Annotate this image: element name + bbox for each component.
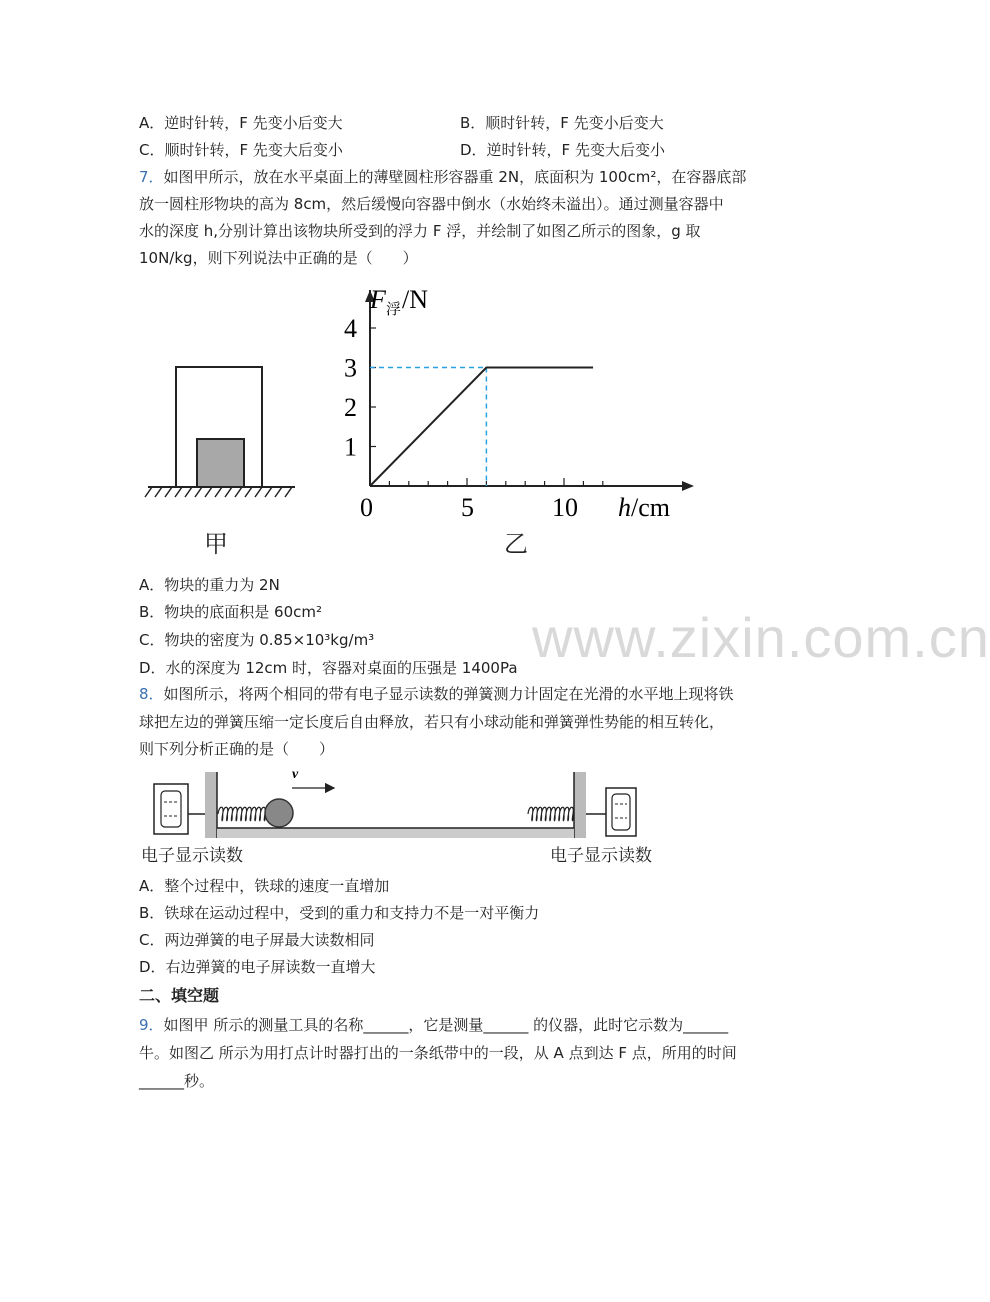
hatch-line [185,487,192,497]
q9-number: 9． [139,1016,164,1034]
chart-ticks [344,314,603,522]
x-tick-label: 5 [461,493,474,522]
floor [217,828,574,838]
chart-ylabel-sub: 浮 [386,302,402,318]
figure-yi-label: 乙 [504,530,528,558]
q6-option-d: D．逆时针转，F 先变大后变小 [460,141,665,159]
left-spring [218,807,265,821]
q7-option-a: A．物块的重力为 2N [139,576,280,594]
y-tick-label: 4 [344,314,357,343]
q6-option-a: A．逆时针转，F 先变小后变大 [139,114,343,132]
q7-stem-line3: 水的深度 h,分别计算出该物块所受到的浮力 F 浮，并绘制了如图乙所示的图象，g 取 [139,222,701,240]
y-tick-label: 3 [344,353,357,383]
q7-option-b: B．物块的底面积是 60cm² [139,603,323,621]
hatch-line [145,487,152,497]
hatch-line [255,487,262,497]
y-tick-label: 2 [344,393,357,422]
right-display-box [606,788,636,836]
hatch-line [225,487,232,497]
hatch-line [165,487,172,497]
hatch-line [245,487,252,497]
series-line [370,368,593,487]
chart-xlabel-var: h [618,493,631,522]
q7-number: 7． [139,168,164,186]
right-wall [574,772,586,838]
iron-ball [265,799,293,827]
x-tick-label: 10 [552,493,578,522]
q9-stem-line3: ______秒。 [139,1072,215,1090]
chart-axes [365,290,694,491]
hatch-line [235,487,242,497]
q9-stem-line2: 牛。如图乙 所示为用打点计时器打出的一条纸带中的一段，从 A 点到达 F 点，所用的时间 [139,1044,737,1062]
hatch-line [285,487,292,497]
q7-text-1: 如图甲所示，放在水平桌面上的薄壁圆柱形容器重 2N，底面积为 100cm²，在容器底部 [163,168,747,186]
figure-springs [150,762,650,844]
hatch-line [205,487,212,497]
q8-option-b: B．铁球在运动过程中，受到的重力和支持力不是一对平衡力 [139,904,540,922]
q8-stem-line1 [139,684,734,704]
right-display-label: 电子显示读数 [550,846,652,866]
q8-stem-line3: 则下列分析正确的是（ ） [139,740,335,758]
hatch-line [265,487,272,497]
q9-stem-line1 [139,1015,728,1035]
velocity-label: v [292,767,299,782]
q7-stem-line4: 10N/kg，则下列说法中正确的是（ ） [139,249,418,267]
left-display-label: 电子显示读数 [141,846,243,866]
left-wall [205,772,217,838]
q8-option-d: D．右边弹簧的电子屏读数一直增大 [139,958,376,976]
chart-series [370,368,593,487]
right-spring [528,807,573,821]
q6-option-c: C．顺时针转，F 先变大后变小 [139,141,343,159]
chart-ylabel-main: F [370,285,386,314]
hatch-line [155,487,162,497]
section-title: 二、填空题 [139,986,220,1005]
q8-option-c: C．两边弹簧的电子屏最大读数相同 [139,931,375,949]
q8-stem-line2: 球把左边的弹簧压缩一定长度后自由释放，若只有小球动能和弹簧弹性势能的相互转化， [139,713,725,731]
q7-option-c: C．物块的密度为 0.85×10³kg/m³ [139,631,375,649]
watermark: www.zixin.com.cn [532,606,990,669]
x-axis-arrow [682,481,694,491]
q9-text-1: 如图甲 所示的测量工具的名称______，它是测量______ 的仪器，此时它示数为______ [163,1016,729,1034]
q7-option-d: D．水的深度为 12cm 时，容器对桌面的压强是 1400Pa [139,659,518,677]
table-hatching [145,487,292,497]
q6-option-b: B．顺时针转，F 先变小后变大 [460,114,664,132]
figure-yi-chart [330,278,700,528]
block [197,439,244,487]
q8-number: 8． [139,685,164,703]
hatch-line [215,487,222,497]
q8-text-1: 如图所示，将两个相同的带有电子显示读数的弹簧测力计固定在光滑的水平地上现将铁 [163,685,734,703]
q7-stem-line1 [139,167,746,187]
figure-jia-label: 甲 [204,530,228,558]
q8-option-a: A．整个过程中，铁球的速度一直增加 [139,877,390,895]
hatch-line [195,487,202,497]
chart-xlabel-unit: /cm [631,493,670,522]
x-tick-label: 0 [360,493,373,522]
hatch-line [275,487,282,497]
chart-ylabel-unit: /N [402,285,428,314]
q7-stem-line2: 放一圆柱形物块的高为 8cm，然后缓慢向容器中倒水（水始终未溢出）。通过测量容器中 [139,195,724,213]
y-tick-label: 1 [344,432,357,462]
hatch-line [175,487,182,497]
